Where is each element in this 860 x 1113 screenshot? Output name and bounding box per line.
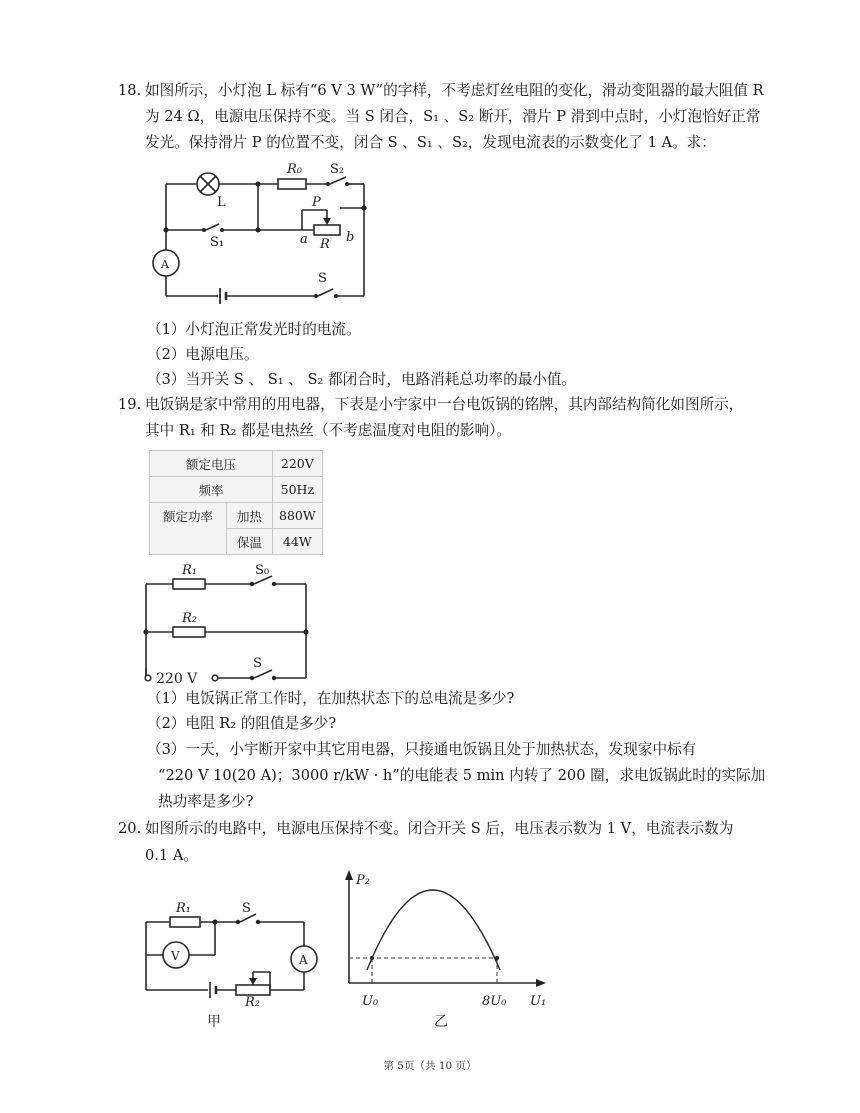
s0-label: S₀ — [255, 563, 270, 578]
caption-jia: 甲 — [207, 1014, 221, 1030]
q19-sub-question-1: （1）电饭锅正常工作时，在加热状态下的总电流是多少? — [147, 690, 515, 707]
r2-label: R₂ — [182, 611, 197, 626]
p-label: P — [312, 195, 321, 210]
x-mark-8u0: 8U₀ — [482, 994, 507, 1009]
page-footer: 第 5页（共 10 页） — [383, 1060, 477, 1072]
question-18-text: 如图所示，小灯泡 L 标有“6 V 3 W”的字样，不考虑灯丝电阻的变化，滑动变阻器的最大阻值 R — [145, 82, 764, 99]
q19-sub-question-3-cont: “220 V 10(20 A)；3000 r/kW · h”的电能表 5 min 内转了 200 圈，求电饭锅此时的实际加 — [158, 767, 766, 784]
heating-label: 加热 — [227, 503, 273, 529]
s-label: S — [242, 901, 251, 916]
question-19-text: 其中 R₁ 和 R₂ 都是电热丝（不考虑温度对电阻的影响）。 — [145, 422, 511, 439]
s2-label: S₂ — [330, 162, 345, 177]
ammeter-label: A — [161, 258, 169, 271]
lamp-label: L — [217, 195, 226, 210]
s-label: S — [253, 656, 262, 671]
r2-label: R₂ — [245, 995, 260, 1010]
caption-yi: 乙 — [434, 1014, 448, 1030]
frequency-value: 50Hz — [273, 477, 323, 503]
frequency-label: 频率 — [150, 477, 273, 503]
question-19-number: 19. — [118, 396, 142, 413]
r1-label: R₁ — [182, 563, 197, 578]
q18-sub-question-1: （1）小灯泡正常发光时的电流。 — [147, 321, 361, 338]
question-19-text: 电饭锅是家中常用的用电器，下表是小宇家中一台电饭锅的铭牌，其内部结构简化如图所示， — [145, 396, 744, 413]
question-18-number: 18. — [118, 82, 142, 99]
rated-power-label: 额定功率 — [150, 503, 227, 555]
y-axis-label: P₂ — [356, 873, 370, 888]
q19-sub-question-2: （2）电阻 R₂ 的阻值是多少? — [147, 715, 337, 732]
a-terminal-label: a — [300, 232, 308, 247]
q19-sub-question-3-cont: 热功率是多少? — [158, 793, 254, 810]
r-label: R — [320, 237, 330, 252]
warming-power-value: 44W — [273, 529, 323, 555]
x-mark-u0: U₀ — [362, 994, 379, 1009]
ammeter-label: A — [299, 953, 308, 967]
r1-label: R₁ — [176, 901, 191, 916]
heating-power-value: 880W — [273, 503, 323, 529]
q18-sub-question-2: （2）电源电压。 — [147, 346, 259, 363]
question-20-text: 如图所示的电路中，电源电压保持不变。闭合开关 S 后，电压表示数为 1 V，电流表示数为 — [145, 820, 734, 837]
warming-label: 保温 — [227, 529, 273, 555]
question-18-text: 发光。保持滑片 P 的位置不变，闭合 S 、S₁ 、S₂，发现电流表的示数变化了 1 A。求： — [145, 134, 716, 151]
b-terminal-label: b — [346, 230, 355, 245]
question-20-text: 0.1 A。 — [145, 847, 198, 864]
q19-sub-question-3: （3）一天，小宇断开家中其它用电器，只接通电饭锅且处于加热状态，发现家中标有 — [147, 741, 697, 758]
source-voltage-label: 220 V — [156, 671, 198, 687]
rated-voltage-label: 额定电压 — [150, 451, 273, 477]
question-20-number: 20. — [118, 820, 142, 837]
rated-voltage-value: 220V — [273, 451, 323, 477]
s-label: S — [318, 271, 327, 286]
r0-label: R₀ — [287, 162, 302, 177]
voltmeter-label: V — [171, 949, 180, 963]
x-axis-label: U₁ — [530, 994, 547, 1009]
question-18-text: 为 24 Ω，电源电压保持不变。当 S 闭合，S₁ 、S₂ 断开，滑片 P 滑到中点时，小灯泡恰好正常 — [145, 108, 761, 125]
q18-sub-question-3: （3）当开关 S 、 S₁ 、 S₂ 都闭合时，电路消耗总功率的最小值。 — [147, 371, 577, 388]
s1-label: S₁ — [210, 235, 225, 250]
